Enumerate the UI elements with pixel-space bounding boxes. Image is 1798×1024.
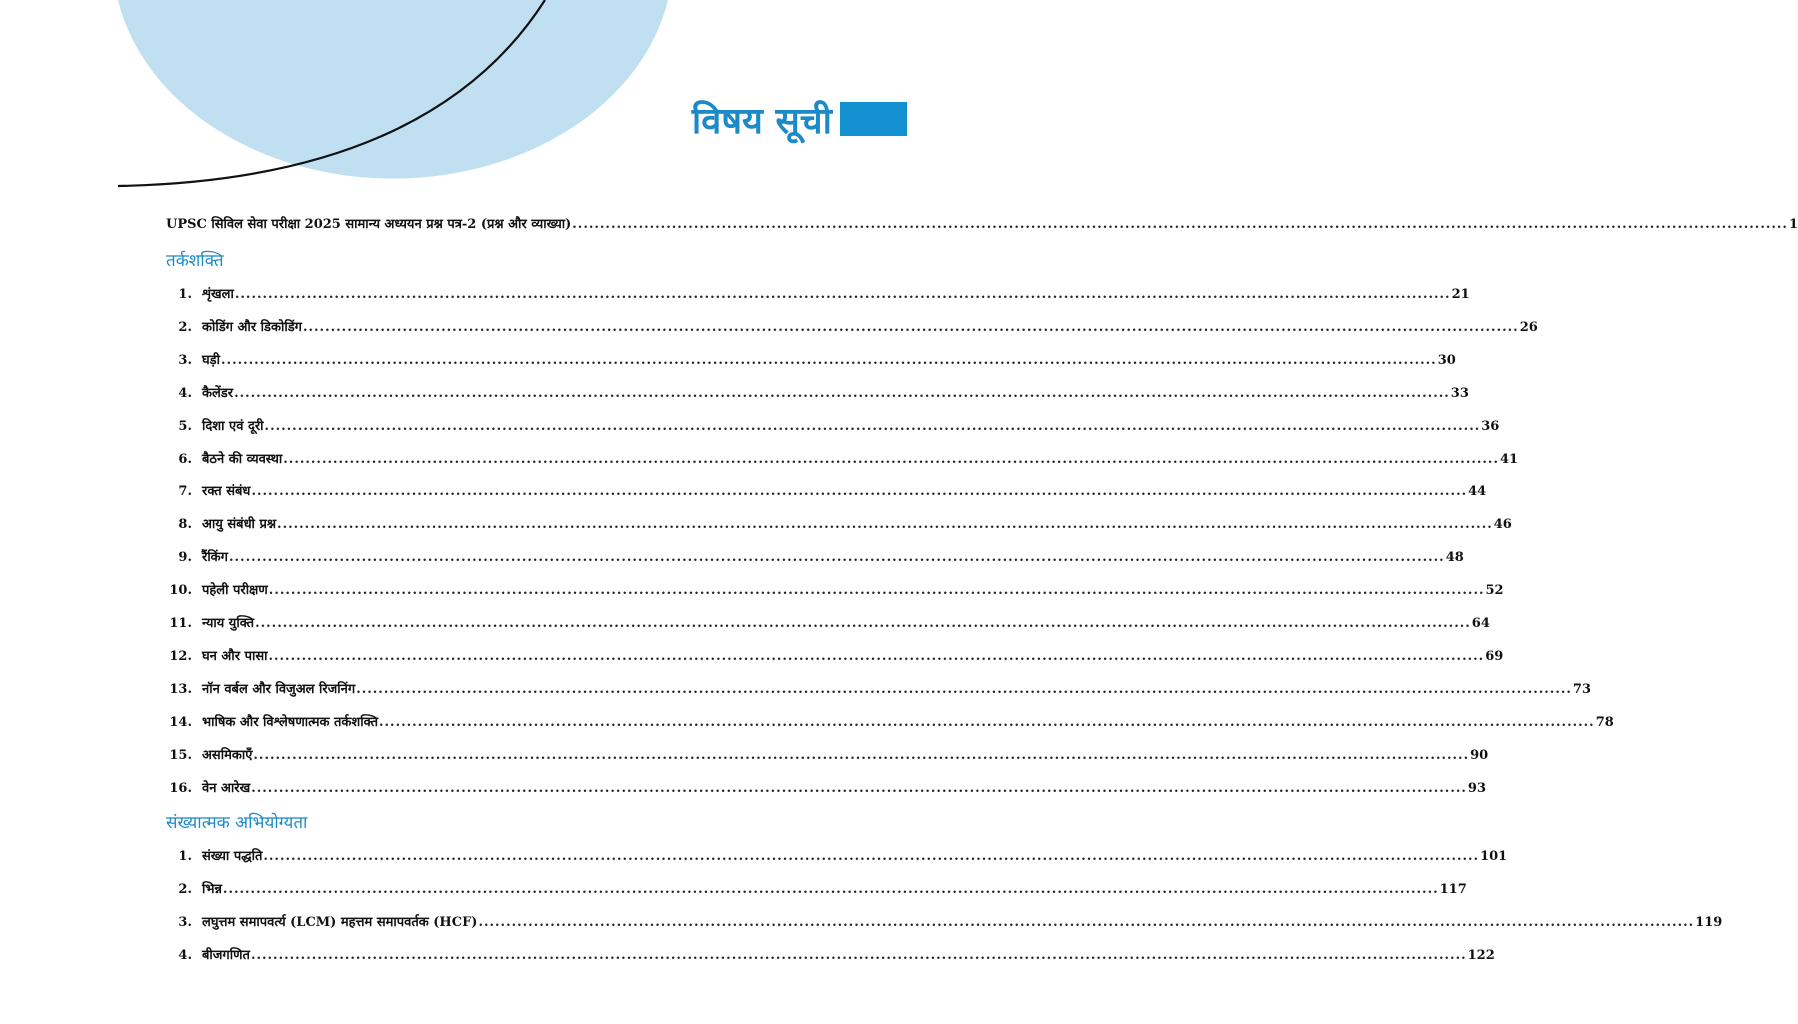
dot-leader: ............................................................................................................................................................................................................................	[283, 452, 1499, 467]
toc-entry	[154, 286, 1470, 304]
toc-entry	[154, 582, 1504, 600]
entry-title: घड़ी	[202, 353, 221, 368]
entry-title: पहेली परीक्षण	[202, 583, 268, 598]
toc-entry	[154, 914, 1723, 932]
dot-leader: ............................................................................................................................................................................................................................	[251, 781, 1467, 796]
entry-number: 2.	[178, 882, 192, 897]
entry-page-number: 21	[1451, 287, 1470, 302]
dot-leader: ............................................................................................................................................................................................................................	[251, 484, 1468, 499]
toc-entry	[154, 881, 1467, 899]
entry-title: कोडिंग और डिकोडिंग	[202, 320, 302, 335]
toc-entry	[154, 385, 1469, 403]
toc-entry	[154, 615, 1490, 633]
entry-page-number: 90	[1470, 748, 1489, 763]
entry-page-number: 48	[1445, 550, 1464, 565]
toc-entry	[154, 549, 1464, 567]
entry-title: कैलेंडर	[202, 386, 234, 401]
entry-number: 14.	[169, 715, 192, 730]
entry-title: घन और पासा	[202, 649, 268, 664]
toc-entry	[154, 319, 1538, 337]
dot-leader: ............................................................................................................................................................................................................................	[264, 419, 1481, 434]
entry-number: 13.	[169, 682, 192, 697]
entry-number: 3.	[178, 915, 192, 930]
entry-title: रैंकिंग	[202, 550, 228, 565]
entry-page-number: 101	[1480, 849, 1508, 864]
entry-page-number: 119	[1695, 915, 1723, 930]
dot-leader: ............................................................................................................................................................................................................................	[356, 682, 1572, 697]
dot-leader: ............................................................................................................................................................................................................................	[255, 616, 1471, 631]
entry-number: 12.	[169, 649, 192, 664]
entry-title: न्याय युक्ति	[202, 616, 255, 631]
entry-number: 8.	[178, 517, 192, 532]
entry-title: शृंखला	[202, 287, 234, 302]
dot-leader: ............................................................................................................................................................................................................................	[478, 915, 1695, 930]
toc-entry	[154, 648, 1504, 666]
entry-title: आयु संबंधी प्रश्न	[202, 517, 277, 532]
entry-page-number: 41	[1499, 452, 1519, 467]
entry-number: 7.	[178, 484, 192, 499]
dot-leader: ............................................................................................................................................................................................................................	[268, 649, 1485, 664]
dot-leader: ............................................................................................................................................................................................................................	[229, 550, 1445, 565]
entry-number: 16.	[169, 781, 192, 796]
entry-number: 6.	[178, 452, 192, 467]
entry-page-number: 36	[1481, 419, 1500, 434]
entry-title: दिशा एवं दूरी	[202, 419, 264, 434]
entry-title: बीजगणित	[202, 948, 250, 963]
entry-page-number: 78	[1595, 715, 1614, 730]
page-title: विषय सूची	[691, 101, 832, 142]
entry-page-number: 1	[1788, 217, 1798, 232]
dot-leader: ............................................................................................................................................................................................................................	[572, 217, 1788, 232]
entry-page-number: 30	[1437, 353, 1456, 368]
dot-leader: ............................................................................................................................................................................................................................	[222, 882, 1439, 897]
title-accent-bar	[840, 102, 907, 136]
entry-page-number: 44	[1468, 484, 1487, 499]
entry-title: वेन आरेख	[202, 781, 251, 796]
entry-number: 4.	[178, 948, 192, 963]
entry-title: भिन्न	[202, 882, 222, 897]
entry-title: भाषिक और विश्लेषणात्मक तर्कशक्ति	[202, 715, 378, 730]
entry-page-number: 46	[1493, 517, 1512, 532]
entry-number: 10.	[169, 583, 192, 598]
entry-title: बैठने की व्यवस्था	[202, 452, 283, 467]
entry-page-number: 93	[1467, 781, 1487, 796]
entry-page-number: 64	[1471, 616, 1490, 631]
entry-page-number: 69	[1485, 649, 1504, 664]
toc-entry	[154, 780, 1487, 798]
dot-leader: ............................................................................................................................................................................................................................	[379, 715, 1595, 730]
dot-leader: ............................................................................................................................................................................................................................	[263, 849, 1480, 864]
entry-title: लघुत्तम समापवर्त्य (LCM) महत्तम समापवर्तक (HCF)	[202, 915, 478, 930]
toc-entry	[154, 483, 1487, 501]
toc-entry	[154, 747, 1489, 765]
entry-number: 1.	[178, 287, 192, 302]
entry-page-number: 122	[1467, 948, 1495, 963]
toc-entry	[154, 947, 1495, 965]
entry-page-number: 117	[1439, 882, 1467, 897]
decorative-header-graphic	[0, 0, 1024, 200]
entry-title: UPSC सिविल सेवा परीक्षा 2025 सामान्य अध्ययन प्रश्न पत्र-2 (प्रश्न और व्याख्या)	[166, 217, 572, 232]
entry-page-number: 52	[1485, 583, 1504, 598]
dot-leader: ............................................................................................................................................................................................................................	[253, 748, 1470, 763]
entry-number: 2.	[178, 320, 192, 335]
dot-leader: ............................................................................................................................................................................................................................	[250, 948, 1467, 963]
toc-entry	[154, 418, 1500, 436]
entry-title: रक्त संबंध	[202, 484, 251, 499]
dot-leader: ............................................................................................................................................................................................................................	[277, 517, 1493, 532]
entry-page-number: 26	[1519, 320, 1538, 335]
entry-page-number: 33	[1450, 386, 1469, 401]
dot-leader: ............................................................................................................................................................................................................................	[234, 386, 1450, 401]
entry-number: 3.	[178, 353, 192, 368]
entry-number: 5.	[178, 419, 192, 434]
toc-entry	[154, 681, 1591, 699]
entry-title: नॉन वर्बल और विजुअल रिजनिंग	[202, 682, 356, 697]
entry-number: 11.	[169, 616, 192, 631]
toc-entry	[154, 714, 1614, 732]
section-heading: संख्यात्मक अभियोग्यता	[166, 813, 308, 833]
entry-number: 9.	[178, 550, 192, 565]
entry-number: 4.	[178, 386, 192, 401]
entry-page-number: 73	[1572, 682, 1591, 697]
dot-leader: ............................................................................................................................................................................................................................	[268, 583, 1485, 598]
toc-intro-entry	[166, 216, 1798, 234]
toc-entry	[154, 352, 1456, 370]
toc-entry	[154, 516, 1512, 534]
entry-number: 1.	[178, 849, 192, 864]
dot-leader: ............................................................................................................................................................................................................................	[302, 320, 1519, 335]
entry-number: 15.	[169, 748, 192, 763]
toc-entry	[154, 848, 1508, 866]
entry-title: असमिकाएँ	[202, 748, 253, 763]
dot-leader: ............................................................................................................................................................................................................................	[234, 287, 1451, 302]
section-heading: तर्कशक्ति	[166, 251, 224, 271]
toc-entry	[154, 451, 1519, 469]
dot-leader: ............................................................................................................................................................................................................................	[221, 353, 1437, 368]
entry-title: संख्या पद्धति	[202, 849, 263, 864]
blue-circle-shape	[118, 0, 668, 179]
